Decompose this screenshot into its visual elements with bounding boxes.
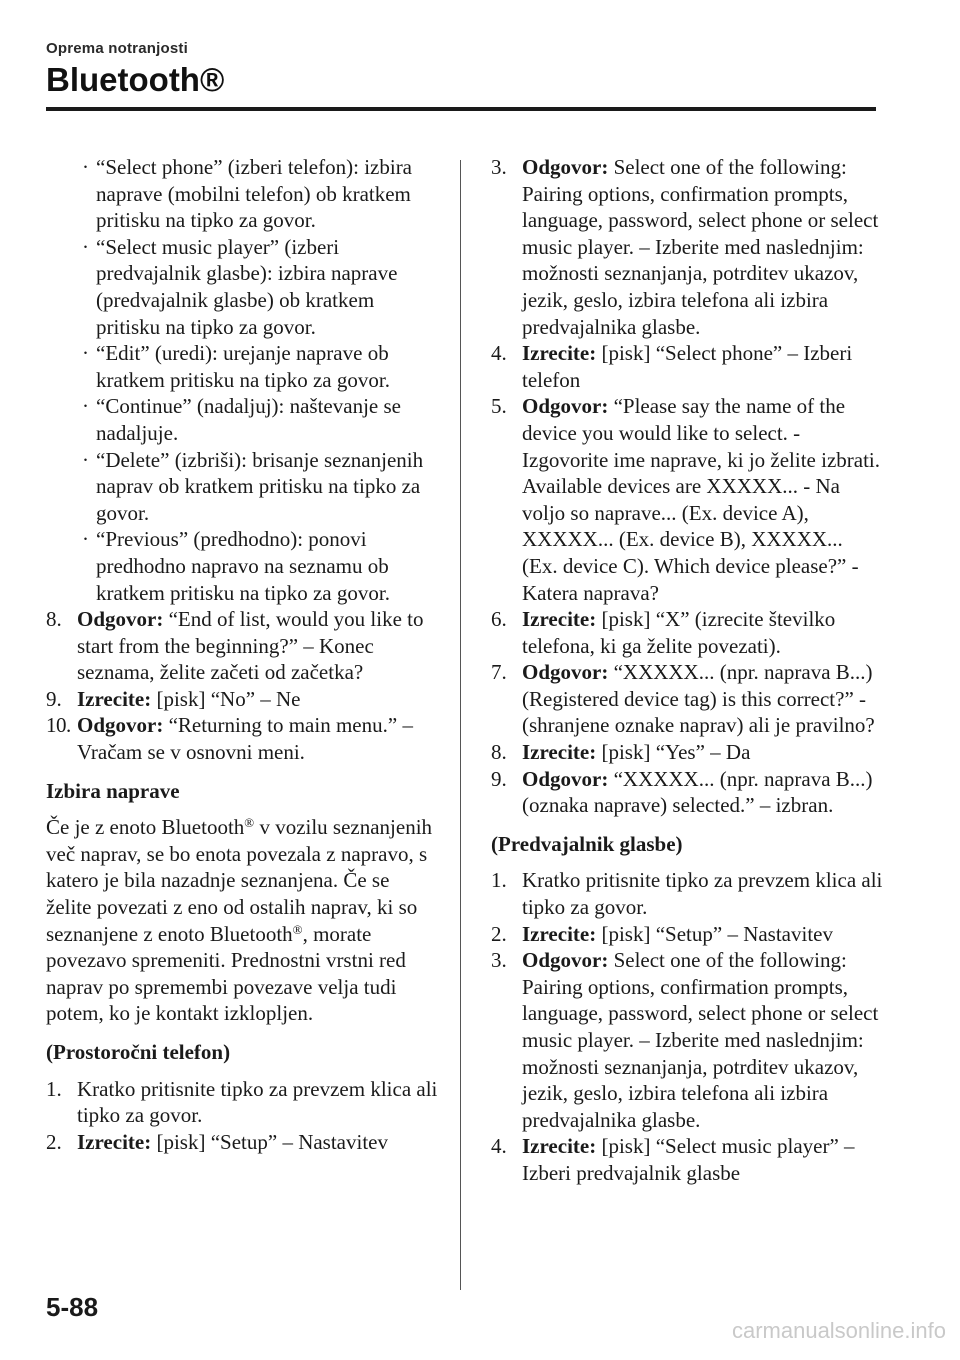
step-item: 8. Izrecite: [pisk] “Yes” – Da	[491, 740, 751, 765]
step-item: 4. Izrecite: [pisk] “Select phone” – Izberi telefon	[491, 341, 853, 392]
page-title: Bluetooth®	[46, 61, 225, 98]
column-divider	[460, 160, 461, 1290]
step-item: 6. Izrecite: [pisk] “X” (izrecite številko telefona, ki ga želite povezati).	[491, 607, 836, 658]
bullet-dot-icon: ·	[82, 234, 89, 259]
bullet-dot-icon: ·	[82, 527, 89, 552]
step-item: 8. Odgovor: “End of list, would you like to start from the beginning?” – Konec seznama, želite začeti od začetka?	[46, 607, 424, 685]
bullet-dot-icon: ·	[82, 394, 89, 419]
step-item: 5. Odgovor: “Please say the name of the device you would like to select. - Izgovorite ime naprave, ki jo želite izbrati. Available devices are XXXXX... - Na voljo so naprave... (Ex. device A), XXXXX... (Ex. device B), XXXXX... (Ex. device C). Which device please?” - Katera naprava?	[491, 394, 881, 605]
step-item: 1. Kratko pritisnite tipko za prevzem klica ali tipko za govor.	[491, 868, 883, 920]
bullet-item: · “Edit” (uredi): urejanje naprave ob kratkem pritisku na tipko za govor.	[82, 341, 390, 392]
bullet-item: · “Select music player” (izberi predvajalnik glasbe): izbira naprave (predvajalnik glasbe) ob kratkem pritisku na tipko za govor.	[82, 234, 398, 339]
subheading: (Predvajalnik glasbe)	[491, 831, 683, 856]
header-rule	[46, 107, 876, 111]
step-item: 9. Izrecite: [pisk] “No” – Ne	[46, 686, 301, 711]
bullet-dot-icon: ·	[82, 155, 89, 179]
bullet-item: · “Continue” (nadaljuj): naštevanje se nadaljuje.	[82, 394, 401, 445]
subheading: (Prostoročni telefon)	[46, 1040, 231, 1064]
right-column	[491, 154, 883, 1187]
bullet-dot-icon: ·	[82, 447, 89, 472]
page-number: 5-88	[46, 1292, 99, 1322]
step-item: 3. Odgovor: Select one of the following: Pairing options, confirmation prompts, language, password, select phone or select music player. – Izberite med naslednjim: možnosti seznanjanja, potrditev ukazov, jezik, geslo, izbira telefona ali izbira predvajalnika glasbe.	[491, 948, 879, 1132]
page-header	[46, 40, 224, 99]
subheading: Izbira naprave	[46, 778, 180, 803]
paragraph: Če je z enoto Bluetooth® v vozilu seznanjenih več naprav, se bo enota povezala z napravo, s katero je bila nazadnje seznanjena. Če se želite povezati z eno od ostalih naprav, ki so seznanjene z enoto Bluetooth®, morate povezavo spremeniti. Prednostni vrstni red naprav po spremembi povezave velja tudi potem, ko je kontakt izklopljen.	[46, 815, 433, 1026]
step-item: 4. Izrecite: [pisk] “Select music player” – Izberi predvajalnik glasbe	[491, 1134, 855, 1185]
step-item: 2. Izrecite: [pisk] “Setup” – Nastavitev	[46, 1129, 388, 1154]
step-item: 2. Izrecite: [pisk] “Setup” – Nastavitev	[491, 921, 833, 946]
bullet-dot-icon: ·	[82, 341, 89, 366]
step-item: 1. Kratko pritisnite tipko za prevzem klica ali tipko za govor.	[46, 1076, 438, 1128]
bullet-item: · “Previous” (predhodno): ponovi predhodno napravo na seznamu ob kratkem pritisku na tipko za govor.	[82, 527, 390, 605]
step-item: 3. Odgovor: Select one of the following: Pairing options, confirmation prompts, language, password, select phone or select music player. – Izberite med naslednjim: možnosti seznanjanja, potrditev ukazov, jezik, geslo, izbira telefona ali izbira predvajalnika glasbe.	[491, 155, 879, 339]
left-column	[46, 154, 438, 1155]
bullet-item: · “Select phone” (izberi telefon): izbira naprave (mobilni telefon) ob kratkem pritisku na tipko za govor.	[82, 155, 413, 233]
step-item: 7. Odgovor: “XXXXX... (npr. naprava B...) (Registered device tag) is this correct?” - (shranjene oznake naprav) ali je pravilno?	[491, 660, 875, 738]
watermark: carmanualsonline.info	[731, 1318, 946, 1343]
step-item: 10. Odgovor: “Returning to main menu.” – Vračam se v osnovni meni.	[46, 713, 413, 765]
step-item: 9. Odgovor: “XXXXX... (npr. naprava B...) (oznaka naprave) selected.” – izbran.	[491, 766, 873, 818]
bullet-item: · “Delete” (izbriši): brisanje seznanjenih naprav ob kratkem pritisku na tipko za govor.	[82, 447, 424, 525]
section-title: Oprema notranjosti	[46, 40, 188, 57]
